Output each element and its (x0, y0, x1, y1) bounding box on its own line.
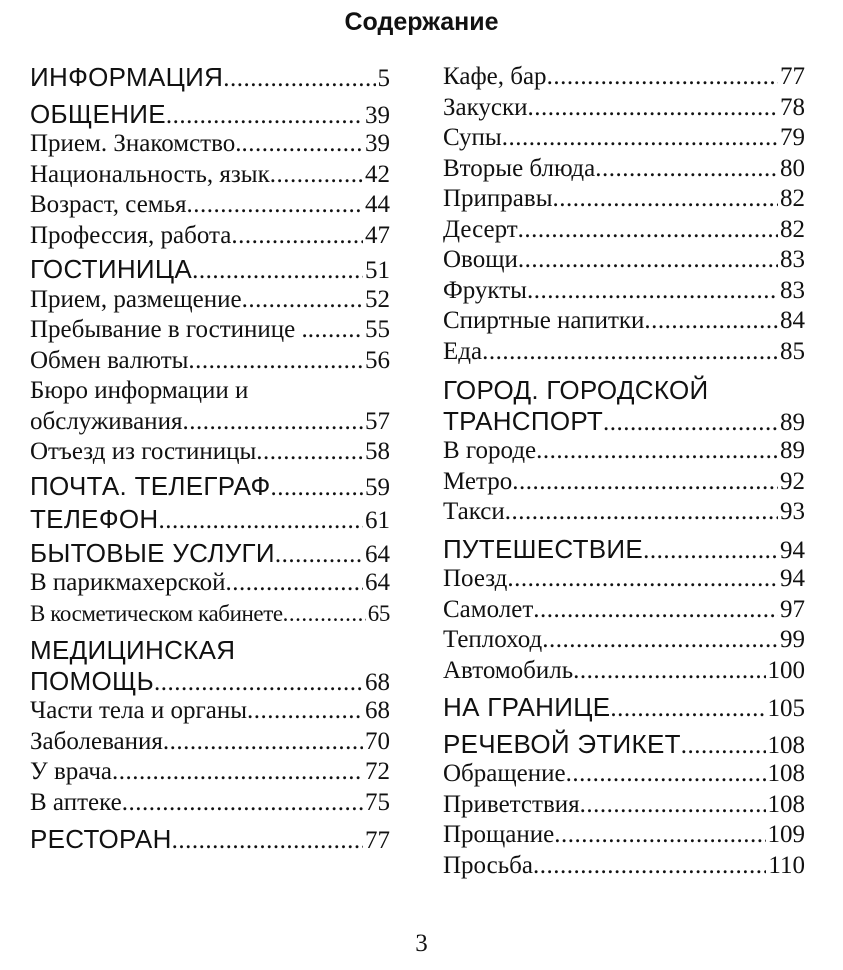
leader-dots (644, 306, 778, 337)
toc-page-number: 105 (767, 695, 805, 722)
toc-page-number: 39 (365, 130, 390, 157)
toc-entry-chasti-tela[interactable] (30, 696, 390, 727)
leader-dots (182, 407, 363, 438)
toc-entry-spirtnye[interactable] (443, 306, 805, 337)
toc-page-number: 47 (365, 221, 390, 249)
page-title: Содержание (344, 8, 499, 36)
toc-entry-v-apteke[interactable] (30, 788, 390, 819)
leader-dots (308, 315, 363, 346)
toc-entry-proshchanie[interactable] (443, 820, 805, 851)
toc-entry-nacionalnost[interactable] (30, 160, 390, 191)
toc-section-informaciya[interactable] (30, 62, 390, 93)
toc-entry-title: Закуски (443, 93, 528, 121)
toc-page-number: 64 (365, 540, 390, 568)
toc-page-number: 78 (780, 93, 805, 121)
leader-dots (580, 790, 766, 821)
leader-dots (533, 851, 766, 882)
toc-section-rechevoy[interactable] (443, 729, 805, 760)
toc-section-obshchenie[interactable] (30, 99, 390, 130)
toc-page-number: 89 (780, 408, 805, 436)
toc-entry-title: Отъезд из гостиницы (30, 438, 257, 465)
leader-dots (542, 625, 778, 656)
toc-section-pochta[interactable] (30, 471, 390, 502)
toc-entry-otezd[interactable] (30, 437, 390, 468)
toc-entry-title: Прощание (443, 821, 555, 848)
toc-entry-byuro-line1: Бюро информации и (30, 377, 249, 404)
toc-page-number: 42 (365, 160, 390, 188)
toc-entry-desert[interactable] (443, 215, 805, 246)
toc-page-number: 85 (780, 337, 805, 365)
leader-dots (566, 759, 766, 790)
toc-entry-title: В парикмахерской (30, 569, 226, 596)
toc-entry-title: У врача (30, 758, 113, 785)
toc-entry-title: ИНФОРМАЦИЯ (30, 62, 224, 92)
toc-entry-supy[interactable] (443, 123, 805, 154)
toc-page-number: 109 (767, 821, 805, 848)
leader-dots (536, 436, 778, 467)
toc-entry-zakuski[interactable] (443, 93, 805, 124)
toc-entry-title: Метро (443, 467, 513, 495)
toc-page-number: 80 (780, 154, 805, 182)
toc-entry-avtomobil[interactable] (443, 656, 805, 687)
toc-page-number: 55 (365, 316, 390, 343)
toc-entry-samolet[interactable] (443, 595, 805, 626)
toc-section-medicinskaya-line1: МЕДИЦИНСКАЯ (30, 635, 236, 665)
leader-dots (192, 256, 363, 287)
toc-entry-prebyvanie[interactable] (30, 315, 390, 346)
toc-entry-title: Национальность, язык (30, 160, 270, 188)
toc-entry-ovoshchi[interactable] (443, 245, 805, 276)
toc-entry-parikmaherskaya[interactable] (30, 568, 390, 599)
toc-page-number: 52 (365, 285, 390, 313)
toc-entry-title: В косметическом кабинете (30, 600, 283, 626)
toc-entry-title: Пребывание в гостинице . (30, 316, 308, 343)
toc-entry-metro[interactable] (443, 467, 805, 498)
leader-dots (507, 564, 778, 595)
toc-entry-title: РЕЧЕВОЙ ЭТИКЕТ (443, 728, 681, 759)
leader-dots (172, 826, 363, 857)
toc-page-number: 108 (767, 731, 805, 759)
leader-dots (226, 568, 364, 599)
leader-dots (247, 696, 363, 727)
toc-entry-title: Такси (443, 498, 505, 525)
toc-page-number: 89 (780, 437, 805, 464)
leader-dots (166, 101, 363, 132)
leader-dots (518, 215, 778, 246)
toc-entry-kosmeticheskiy[interactable] (30, 599, 390, 630)
toc-section-gorod[interactable] (443, 406, 805, 437)
toc-page-number: 72 (365, 758, 390, 785)
toc-entry-title: В аптеке (30, 788, 122, 816)
toc-entry-title: Профессия, работа (30, 221, 232, 249)
toc-section-gostinica[interactable] (30, 254, 390, 285)
toc-entry-title: обслуживания (30, 407, 183, 435)
leader-dots (122, 788, 363, 819)
toc-page-number: 93 (780, 498, 805, 525)
toc-page-number: 83 (780, 276, 805, 304)
toc-page-number: 94 (780, 536, 805, 564)
leader-dots (283, 599, 366, 630)
toc-entry-title: Кафе, бар (443, 63, 547, 90)
leader-dots (573, 656, 765, 687)
toc-entry-frukty[interactable] (443, 276, 805, 307)
toc-entry-title: Теплоход (443, 626, 543, 653)
leader-dots (554, 820, 765, 851)
leader-dots (256, 437, 363, 468)
toc-section-restoran[interactable] (30, 824, 390, 855)
toc-section-bytovye[interactable] (30, 538, 390, 569)
toc-left-column (30, 62, 390, 855)
toc-page-number: 108 (767, 760, 805, 787)
toc-entry-title: Супы (443, 124, 502, 151)
leader-dots (512, 467, 778, 498)
toc-page-number: 61 (365, 507, 390, 534)
toc-section-na-granice[interactable] (443, 692, 805, 723)
toc-page-number: 100 (767, 656, 805, 684)
toc-page-number: 99 (780, 626, 805, 653)
leader-dots (533, 595, 778, 626)
leader-dots (159, 506, 364, 537)
leader-dots (595, 154, 778, 185)
leader-dots (502, 123, 778, 154)
toc-entry-title: Поезд (443, 565, 508, 592)
leader-dots (610, 694, 765, 725)
toc-entry-professiya[interactable] (30, 221, 390, 252)
toc-entry-taksi[interactable] (443, 497, 805, 528)
toc-entry-title: Заболевания (30, 727, 163, 755)
toc-section-telefon[interactable] (30, 504, 390, 535)
leader-dots (681, 731, 766, 762)
leader-dots (163, 727, 363, 758)
toc-entry-prosba[interactable] (443, 851, 805, 882)
leader-dots (242, 285, 363, 316)
toc-page-number: 92 (780, 467, 805, 495)
toc-entry-title: Фрукты (443, 276, 527, 304)
toc-entry-title: НА ГРАНИЦЕ (443, 692, 611, 722)
toc-entry-title: Вторые блюда (443, 154, 596, 182)
toc-page-number: 94 (780, 565, 805, 592)
toc-entry-eda[interactable] (443, 337, 805, 368)
toc-entry-obrashchenie[interactable] (443, 759, 805, 790)
toc-page-number: 82 (780, 185, 805, 212)
toc-entry-title: Еда (443, 337, 483, 365)
leader-dots (603, 408, 778, 439)
leader-dots (231, 221, 363, 252)
toc-entry-title: Обращение (443, 760, 566, 787)
leader-dots (528, 93, 778, 124)
toc-entry-title: Возраст, семья (30, 191, 187, 218)
toc-entry-title: Обмен валюты (30, 346, 189, 374)
toc-section-puteshestvie[interactable] (443, 534, 805, 565)
toc-entry-title: Спиртные напитки (443, 307, 645, 334)
toc-entry-title: Десерт (443, 215, 518, 243)
toc-page-number: 110 (768, 851, 805, 879)
toc-page-number: 65 (367, 600, 390, 626)
toc-entry-title: Приветствия (443, 790, 580, 818)
toc-page-number: 82 (780, 215, 805, 243)
leader-dots (271, 473, 363, 504)
toc-page-number: 79 (780, 124, 805, 151)
toc-entry-title: ПУТЕШЕСТВИЕ (443, 533, 644, 564)
leader-dots (547, 62, 778, 93)
leader-dots (275, 540, 363, 571)
toc-entry-title: ГОСТИНИЦА (30, 254, 193, 284)
toc-entry-kafe[interactable] (443, 62, 805, 93)
toc-entry-zabolevaniya[interactable] (30, 727, 390, 758)
toc-entry-title: В городе (443, 437, 537, 464)
toc-entry-title: Прием. Знакомство. (30, 130, 242, 157)
toc-section-gorod-line1: ГОРОД. ГОРОДСКОЙ (443, 375, 709, 405)
toc-page-number: 97 (780, 595, 805, 623)
leader-dots (241, 129, 363, 160)
leader-dots (643, 536, 778, 567)
leader-dots (518, 245, 778, 276)
toc-entry-title: РЕСТОРАН (30, 824, 172, 854)
toc-page-number: 68 (365, 668, 390, 696)
toc-page-number: 44 (365, 191, 390, 218)
toc-entry-title: ПОМОЩЬ (30, 665, 155, 696)
toc-entry-title: Части тела и органы (30, 697, 247, 724)
toc-right-column (443, 62, 805, 881)
toc-entry-priem-znakomstvo[interactable] (30, 129, 390, 160)
toc-page-number: 84 (780, 307, 805, 334)
toc-entry-title: ТРАНСПОРТ (443, 405, 604, 436)
leader-dots (527, 276, 778, 307)
toc-page-number: 57 (365, 407, 390, 435)
leader-dots (112, 757, 363, 788)
toc-entry-title: Прием, размещение (30, 285, 242, 313)
leader-dots (270, 160, 363, 191)
toc-entry-title: ОБЩЕНИЕ (30, 98, 166, 129)
toc-entry-v-gorode[interactable] (443, 436, 805, 467)
toc-entry-byuro[interactable] (30, 407, 390, 438)
toc-page-number: 70 (365, 727, 390, 755)
toc-page-number: 75 (365, 788, 390, 816)
toc-entry-pripravy[interactable] (443, 184, 805, 215)
toc-page-number: 77 (780, 63, 805, 90)
toc-page-number: 83 (780, 246, 805, 273)
toc-entry-title: БЫТОВЫЕ УСЛУГИ (30, 537, 275, 568)
leader-dots (154, 668, 363, 699)
toc-entry-vozrast[interactable] (30, 190, 390, 221)
toc-entry-priem-razmeshchenie[interactable] (30, 285, 390, 316)
toc-page-number: 108 (767, 790, 805, 818)
toc-entry-title: Автомобиль (443, 656, 574, 684)
toc-entry-poezd[interactable] (443, 564, 805, 595)
leader-dots (505, 497, 778, 528)
toc-page-number: 39 (365, 101, 390, 129)
toc-page-number: 58 (365, 438, 390, 465)
toc-entry-title: Просьба (443, 851, 533, 879)
toc-section-medicinskaya[interactable] (30, 666, 390, 697)
page-number: 3 (415, 930, 428, 957)
toc-entry-u-vracha[interactable] (30, 757, 390, 788)
leader-dots (482, 337, 778, 368)
toc-entry-obmen[interactable] (30, 346, 390, 377)
leader-dots (187, 190, 363, 221)
toc-page-number: 68 (365, 697, 390, 724)
toc-entry-title: Приправы (443, 185, 553, 212)
toc-entry-title: ТЕЛЕФОН (30, 504, 159, 534)
leader-dots (553, 184, 778, 215)
leader-dots (188, 346, 363, 377)
toc-page-number: 64 (365, 569, 390, 596)
toc-page-number: 59 (365, 473, 390, 501)
toc-entry-vtorye[interactable] (443, 154, 805, 185)
leader-dots (223, 64, 375, 95)
toc-entry-title: Овощи (443, 246, 518, 273)
toc-entry-title: ПОЧТА. ТЕЛЕГРАФ (30, 470, 271, 501)
toc-page-number: 77 (365, 827, 390, 854)
toc-entry-teplohod[interactable] (443, 625, 805, 656)
toc-page-number: 5 (377, 65, 390, 92)
toc-entry-privetstviya[interactable] (443, 790, 805, 821)
toc-page-number: 51 (365, 257, 390, 284)
toc-entry-title: Самолет (443, 595, 534, 623)
toc-page-number: 56 (365, 346, 390, 374)
